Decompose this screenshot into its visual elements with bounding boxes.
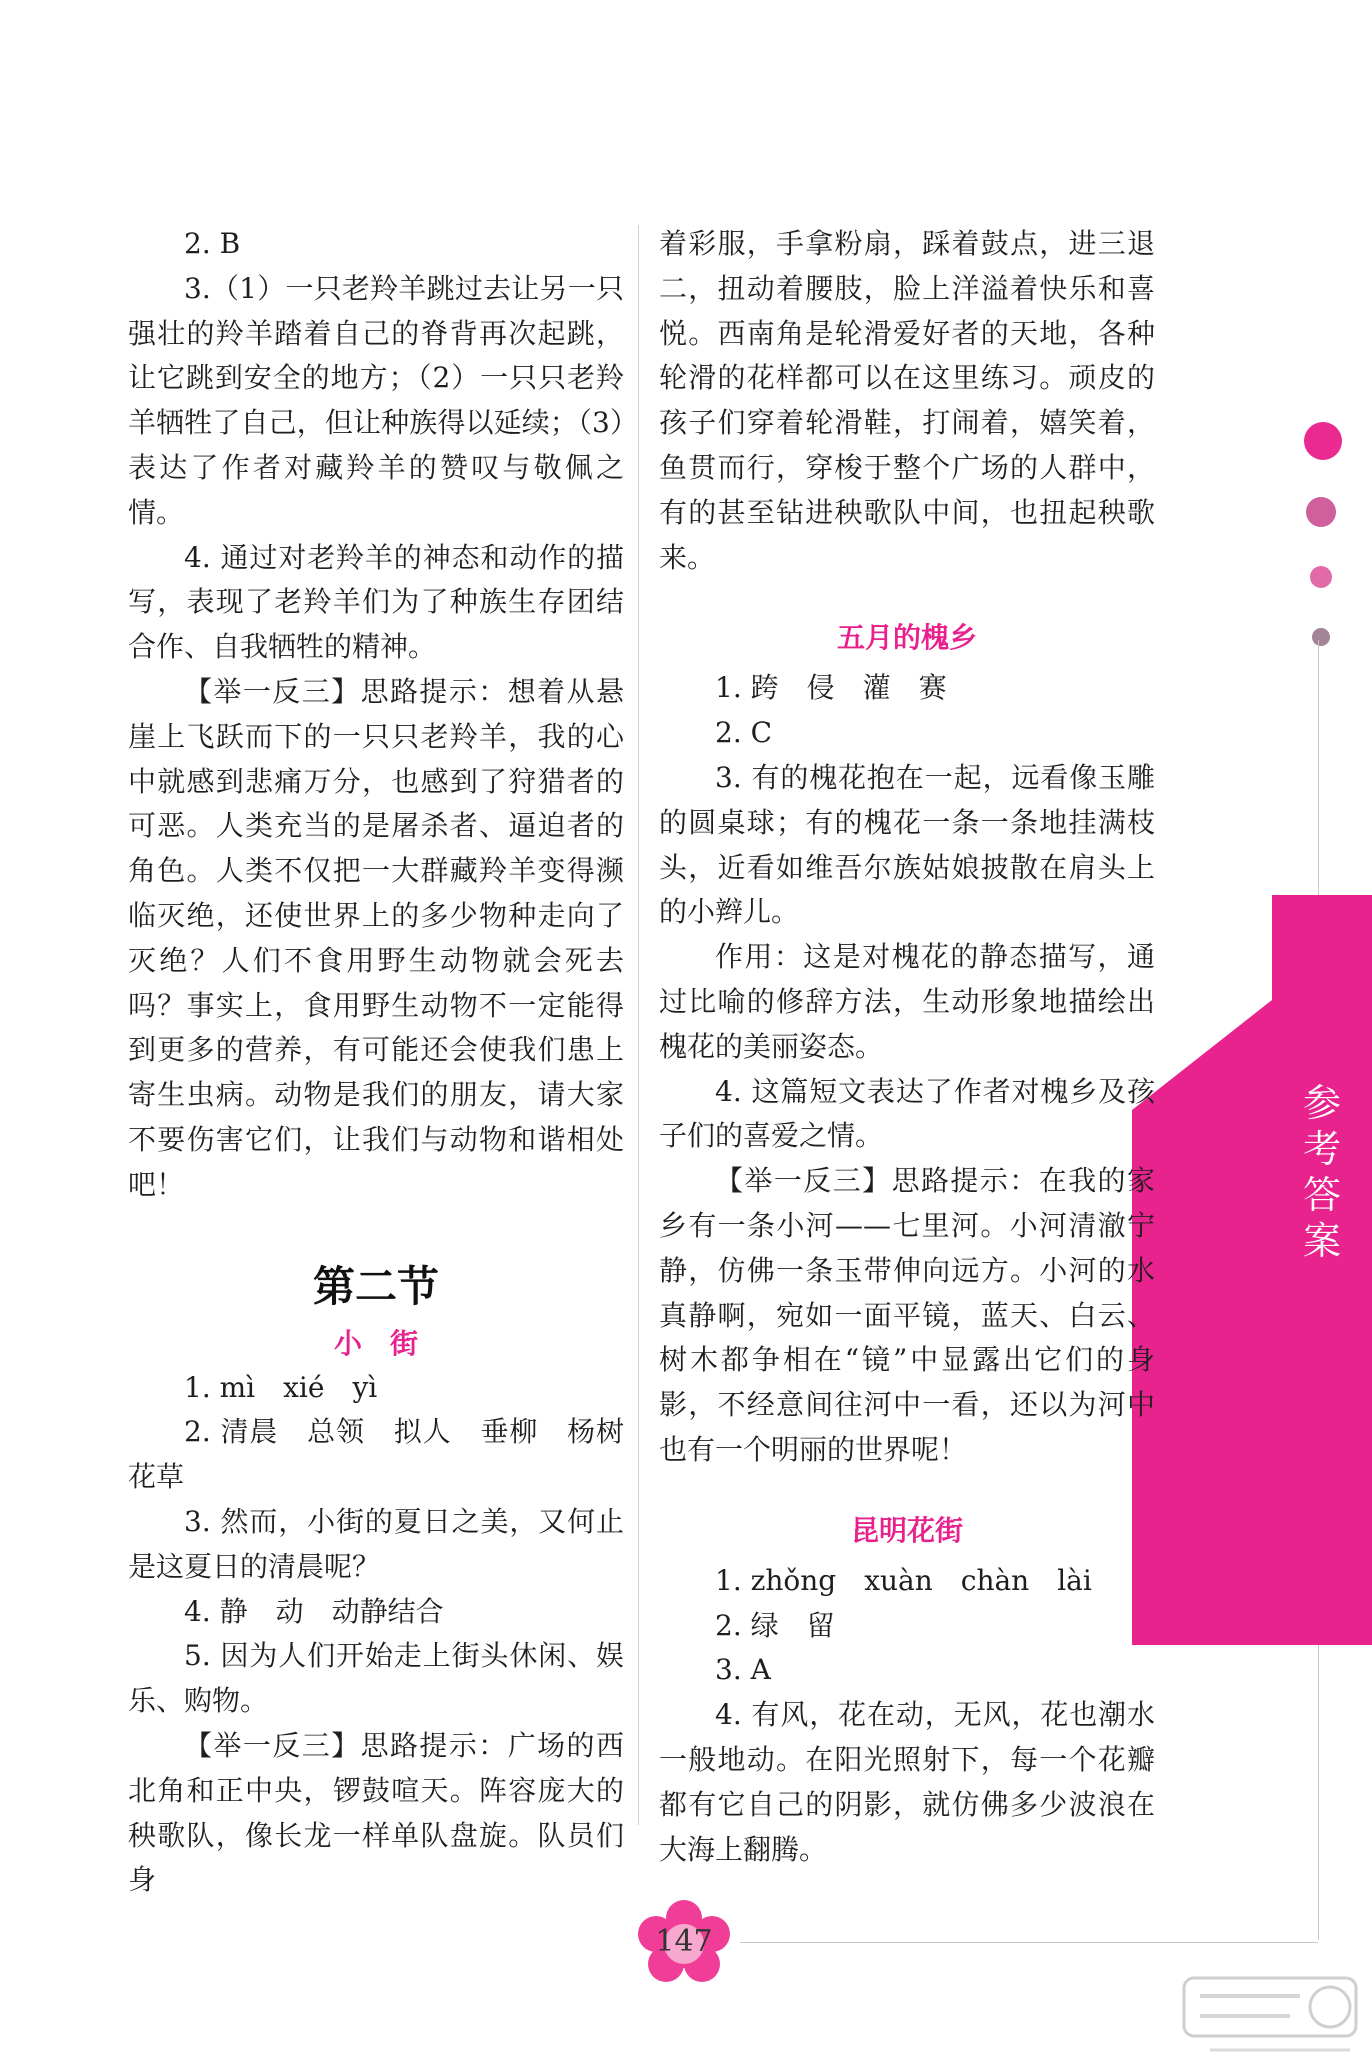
answer-3: 3. A xyxy=(715,1653,771,1687)
answer-3: 3. 然而，小街的夏日之美，又何止是这夏日的清晨呢？ xyxy=(128,1504,624,1583)
deco-dot-small xyxy=(1310,566,1332,588)
lesson-title: 昆明花街 xyxy=(850,1513,963,1547)
lesson-title: 五月的槐乡 xyxy=(836,621,977,655)
left-column xyxy=(128,222,624,1903)
extension-answer-continued: 着彩服，手拿粉扇，踩着鼓点，进三退二，扭动着腰肢，脸上洋溢着快乐和喜悦。西南角是轮滑爱好者的天地，各种轮滑的花样都可以在这里练习。顽皮的孩子们穿着轮滑鞋，打闹着，嬉笑着，鱼贯而行，穿梭于整个广场的人群中，有的甚至钻进秧歌队中间，也扭起秧歌来。 xyxy=(659,227,1155,574)
page-number-badge xyxy=(632,1900,736,1984)
extension-answer: 【举一反三】思路提示：广场的西北角和正中央，锣鼓喧天。阵容庞大的秧歌队，像长龙一样单队盘旋。队员们身 xyxy=(128,1728,624,1897)
lesson-title: 小 街 xyxy=(333,1326,418,1360)
answer-1: 1. zhǒng xuàn chàn lài xyxy=(715,1563,1092,1597)
answer-5: 5. 因为人们开始走上街头休闲、娱乐、购物。 xyxy=(128,1639,624,1718)
side-tab xyxy=(1272,895,1372,1645)
answer-4: 4. 通过对老羚羊的神态和动作的描写，表现了老羚羊们为了种族生存团结合作、自我牺牲的精神。 xyxy=(128,540,624,664)
answer-3-effect: 作用：这是对槐花的静态描写，通过比喻的修辞方法，生动形象地描绘出槐花的美丽姿态。 xyxy=(659,940,1155,1063)
answer-2: 2. B xyxy=(184,227,241,260)
right-column xyxy=(659,222,1155,1872)
answer-4: 4. 静 动 动静结合 xyxy=(184,1594,444,1628)
page-edge-bottom xyxy=(740,1942,1318,1943)
column-divider xyxy=(638,225,639,1825)
answer-3: 3.（1）一只老羚羊跳过去让另一只强壮的羚羊踏着自己的脊背再次起跳，让它跳到安全的地方；（2）一只只老羚羊牺牲了自己，但让种族得以延续；（3）表达了作者对藏羚羊的赞叹与敬佩之情。 xyxy=(128,271,624,529)
answer-1: 1. 跨 侵 灌 赛 xyxy=(715,671,947,705)
extension-answer: 【举一反三】思路提示：在我的家乡有一条小河——七里河。小河清澈宁静，仿佛一条玉带伸向远方。小河的水真静啊，宛如一面平镜，蓝天、白云、树木都争相在“镜”中显露出它们的身影，不经意间往河中一看，还以为河中也有一个明丽的世界呢！ xyxy=(659,1164,1155,1466)
answer-3: 3. 有的槐花抱在一起，远看像玉雕的圆桌球；有的槐花一条一条地挂满枝头，近看如维吾尔族姑娘披散在肩头上的小辫儿。 xyxy=(659,760,1155,929)
answer-2: 2. 清晨 总领 拟人 垂柳 杨树花草 xyxy=(128,1415,624,1494)
deco-dot-medium xyxy=(1306,497,1336,527)
answer-4: 4. 这篇短文表达了作者对槐乡及孩子们的喜爱之情。 xyxy=(659,1074,1155,1153)
answer-2: 2. 绿 留 xyxy=(715,1608,835,1642)
extension-answer: 【举一反三】思路提示：想着从悬崖上飞跃而下的一只只老羚羊，我的心中就感到悲痛万分，也感到了狩猎者的可恶。人类充当的是屠杀者、逼迫者的角色。人类不仅把一大群藏羚羊变得濒临灭绝，还使世界上的多少物种走向了灭绝？人们不食用野生动物就会死去吗？事实上，食用野生动物不一定能得到更多的营养，有可能还会使我们患上寄生虫病。动物是我们的朋友，请大家不要伤害它们，让我们与动物和谐相处吧！ xyxy=(128,674,624,1201)
side-tab-label: 参 考 答 案 xyxy=(1302,1081,1341,1263)
answer-1: 1. mì xié yì xyxy=(184,1370,378,1404)
answer-2: 2. C xyxy=(715,716,773,750)
watermark-logo xyxy=(1180,1972,1360,2062)
deco-dot-large xyxy=(1304,422,1342,460)
answer-4: 4. 有风，花在动，无风，花也潮水一般地动。在阳光照射下，每一个花瓣都有它自己的阴影，就仿佛多少波浪在大海上翻腾。 xyxy=(659,1698,1155,1866)
deco-dot-tiny xyxy=(1312,628,1330,646)
section-heading: 第二节 xyxy=(312,1261,439,1311)
page-number: 147 xyxy=(655,1924,713,1959)
